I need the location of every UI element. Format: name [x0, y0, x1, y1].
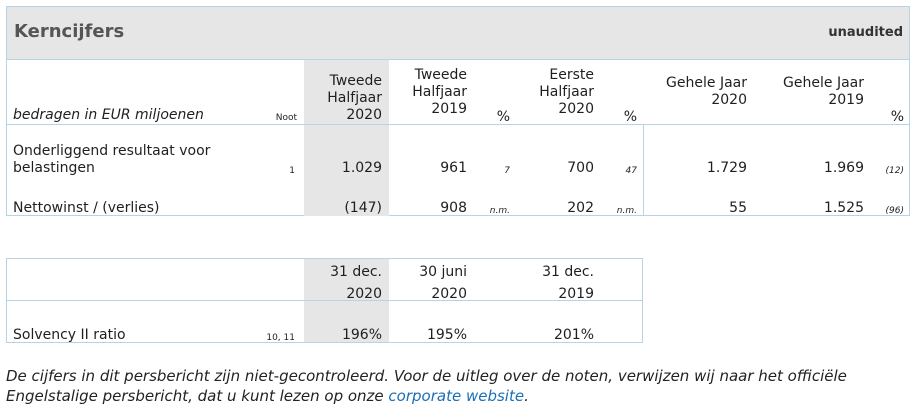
row-noot: 1 [289, 166, 295, 176]
column-divider [643, 125, 644, 216]
table-title-bar [7, 7, 909, 60]
noot-header: Noot [275, 113, 297, 123]
cell-value: 196% [341, 327, 382, 343]
row-noot: 10, 11 [266, 333, 295, 343]
footnote [6, 366, 910, 406]
cell-pct: 7 [504, 166, 510, 176]
cell-value: 700 [567, 160, 594, 176]
cell-pct: n.m. [616, 206, 637, 216]
key-figures-table: Kerncijfers unaudited bedragen in EUR miljoenen Noot Tweede Halfjaar 2020 Tweede Halfjaar 2019 % Eerste Halfjaar 2020 % Gehele Jaar 2020 Gehele Jaar 2019 % Onderliggend resultaat voor belastingen 1 1.029 961 7 700 47 1.729 1.969 (12) Nettowinst / (verlies) (147) 908 n.m. 202 n.m. 55 1.525 (96) [6, 6, 910, 216]
footnote-line: Engelstalige persbericht, dat u kunt lezen op onze corporate website. [6, 387, 529, 405]
unit-label: bedragen in EUR miljoenen [13, 107, 204, 123]
cell-value: 1.029 [341, 160, 382, 176]
cell-value: 1.969 [823, 160, 864, 176]
cell-value: 908 [440, 200, 467, 216]
cell-pct: (96) [885, 206, 904, 216]
header-pct-1: % [496, 109, 510, 125]
row-label-continued: belastingen [13, 160, 95, 176]
solvency-table: 31 dec. 2020 30 juni 2020 31 dec. 2019 Solvency II ratio 10, 11 196% 195% 201% [6, 258, 643, 343]
header-divider [7, 124, 909, 125]
header-pct-2: % [623, 109, 637, 125]
cell-value: 1.525 [823, 200, 864, 216]
audit-status: unaudited [828, 25, 903, 40]
footnote-line: De cijfers in dit persbericht zijn niet-gecontroleerd. Voor de uitleg over de noten, verwijzen wij naar het officiële [6, 367, 847, 385]
row-label: Solvency II ratio [13, 327, 126, 343]
cell-value: (147) [344, 200, 382, 216]
cell-value: 202 [567, 200, 594, 216]
cell-pct: (12) [885, 166, 904, 176]
cell-value: 201% [553, 327, 594, 343]
row-label: Onderliggend resultaat voor [13, 143, 211, 159]
cell-pct: 47 [625, 166, 637, 176]
table-title: Kerncijfers [14, 21, 125, 42]
header-pct-3: % [890, 109, 904, 125]
cell-value: 195% [426, 327, 467, 343]
row-label: Nettowinst / (verlies) [13, 200, 160, 216]
cell-value: 1.729 [706, 160, 747, 176]
cell-value: 961 [440, 160, 467, 176]
cell-pct: n.m. [489, 206, 510, 216]
cell-value: 55 [729, 200, 747, 216]
corporate-website-link[interactable]: corporate website [388, 387, 525, 405]
